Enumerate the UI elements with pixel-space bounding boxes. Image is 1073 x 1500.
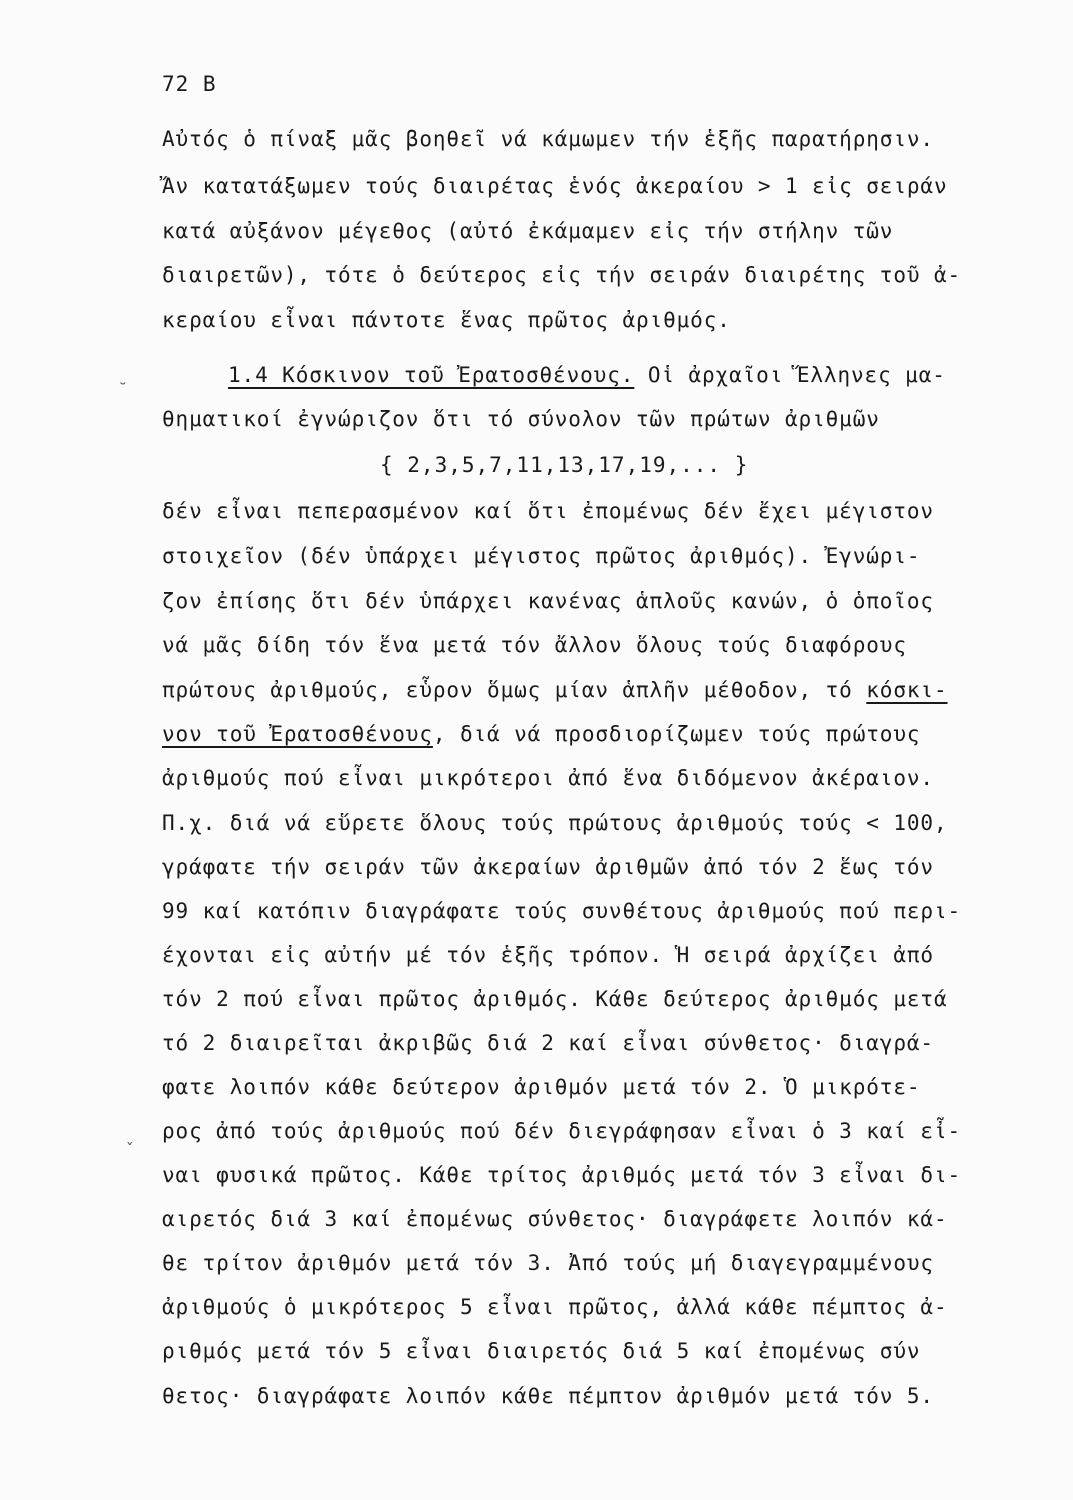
text-line: ζον ἐπίσης ὅτι δέν ὑπάρχει κανένας ἁπλοῦς κανών, ὁ ὁποῖος (162, 589, 934, 613)
margin-mark: ˘ (118, 380, 128, 399)
text-line: πρώτους ἀριθμούς, εὗρον ὅμως μίαν ἁπλῆν μέθοδον, τό κόσκι- (162, 678, 948, 702)
text-line: Αὐτός ὁ πίναξ μᾶς βοηθεῖ νά κάμωμεν τήν ἑξῆς παρατήρησιν. (162, 127, 934, 151)
text-line: νον τοῦ Ἐρατοσθένους, διά νά προσδιορίζωμεν τούς πρώτους (162, 722, 921, 746)
section-heading-line: 1.4 Κόσκινον τοῦ Ἐρατοσθένους. Οἱ ἀρχαῖοι Ἕλληνες μα- (228, 363, 946, 387)
text-line: τόν 2 πού εἶναι πρῶτος ἀριθμός. Κάθε δεύτερος ἀριθμός μετά (162, 987, 948, 1011)
text-line: ρος ἀπό τούς ἀριθμούς πού δέν διεγράφησαν εἶναι ὁ 3 καί εἶ- (162, 1119, 962, 1143)
text-line: δέν εἶναι πεπερασμένον καί ὅτι ἐπομένως δέν ἔχει μέγιστον (162, 499, 934, 523)
text-line: στοιχεῖον (δέν ὑπάρχει μέγιστος πρῶτος ἀριθμός). Ἐγνώρι- (162, 544, 921, 568)
section-heading: 1.4 Κόσκινον τοῦ Ἐρατοσθένους. (228, 363, 635, 387)
text-line: νά μᾶς δίδη τόν ἕνα μετά τόν ἄλλον ὅλους τούς διαφόρους (162, 633, 907, 657)
text-line: φατε λοιπόν κάθε δεύτερον ἀριθμόν μετά τόν 2. Ὁ μικρότε- (162, 1075, 921, 1099)
text-line: θε τρίτον ἀριθμόν μετά τόν 3. Ἀπό τούς μή διαγεγραμμένους (162, 1251, 934, 1275)
text-line: διαιρετῶν), τότε ὁ δεύτερος εἰς τήν σειράν διαιρέτης τοῦ ἀ- (162, 263, 962, 287)
text-line: Π.χ. διά νά εὕρετε ὅλους τούς πρώτους ἀριθμούς τούς < 100, (162, 811, 948, 835)
text-line: κατά αὐξάνον μέγεθος (αὐτό ἐκάμαμεν εἰς τήν στήλην τῶν (162, 219, 894, 243)
text-line: θηματικοί ἐγνώριζον ὅτι τό σύνολον τῶν πρώτων ἀριθμῶν (162, 407, 880, 431)
text-line: 99 καί κατόπιν διαγράφατε τούς συνθέτους ἀριθμούς πού περι- (162, 899, 962, 923)
underlined-term: νον τοῦ Ἐρατοσθένους (162, 722, 433, 746)
text-line: ριθμός μετά τόν 5 εἶναι διαιρετός διά 5 καί ἐπομένως σύν (162, 1339, 921, 1363)
text-line: ναι φυσικά πρῶτος. Κάθε τρίτος ἀριθμός μετά τόν 3 εἶναι δι- (162, 1163, 962, 1187)
prime-set: { 2,3,5,7,11,13,17,19,... } (380, 453, 749, 477)
text-line: Ἄν κατατάξωμεν τούς διαιρέτας ἑνός ἀκεραίου > 1 εἰς σειράν (162, 174, 948, 198)
text-line: θετος· διαγράφατε λοιπόν κάθε πέμπτον ἀριθμόν μετά τόν 5. (162, 1384, 934, 1408)
text-line: έχονται εἰς αὐτήν μέ τόν ἑξῆς τρόπον. Ἡ σειρά ἀρχίζει ἀπό (162, 943, 934, 967)
margin-mark: ˇ (125, 1140, 135, 1159)
text-line: ἀριθμούς πού εἶναι μικρότεροι ἀπό ἕνα διδόμενον ἀκέραιον. (162, 766, 934, 790)
underlined-term: κόσκι- (866, 678, 948, 702)
page-number: 72 B (162, 72, 217, 96)
text-line: ἀριθμούς ὁ μικρότερος 5 εἶναι πρῶτος, ἀλλά κάθε πέμπτος ἀ- (162, 1295, 948, 1319)
text-line: γράφατε τήν σειράν τῶν ἀκεραίων ἀριθμῶν ἀπό τόν 2 ἕως τόν (162, 855, 934, 879)
text-line: αιρετός διά 3 καί ἐπομένως σύνθετος· διαγράφετε λοιπόν κά- (162, 1207, 948, 1231)
text-line: κεραίου εἶναι πάντοτε ἕνας πρῶτος ἀριθμός. (162, 308, 731, 332)
text-line: τό 2 διαιρεῖται ἀκριβῶς διά 2 καί εἶναι σύνθετος· διαγρά- (162, 1031, 934, 1055)
